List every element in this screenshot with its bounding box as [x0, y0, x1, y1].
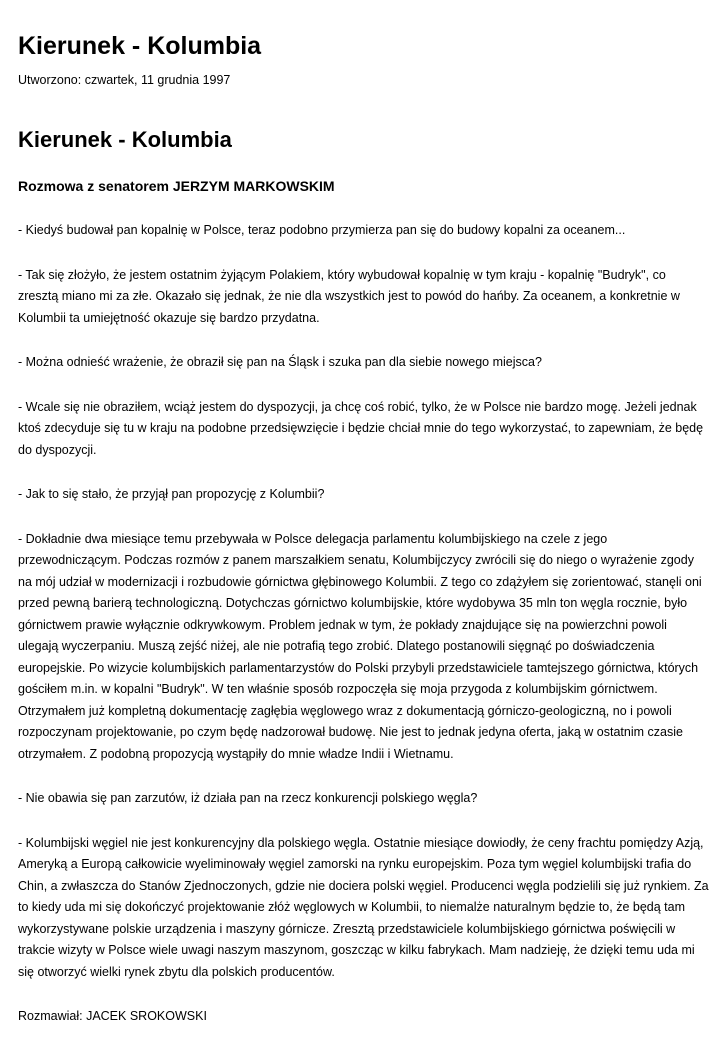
paragraph-question-4: - Nie obawia się pan zarzutów, iż działa pan na rzecz konkurencji polskiego węgla? — [18, 791, 478, 805]
paragraph-question-1: - Kiedyś budował pan kopalnię w Polsce, teraz podobno przymierza pan się do budowy kopalni za oceanem... — [18, 223, 626, 237]
paragraph-question-2: - Można odnieść wrażenie, że obraził się pan na Śląsk i szuka pan dla siebie nowego miejsca? — [18, 355, 542, 369]
article-body — [18, 220, 709, 1051]
paragraph-answer-4: - Kolumbijski węgiel nie jest konkurencyjny dla polskiego węgla. Ostatnie miesiące dowiodły, że ceny frachtu pomiędzy Azją, Ameryką a Europą całkowicie wyeliminowały węgiel zamorski na rynku europejskim. Poza tym węgiel kolumbijski trafia do Chin, a zwłaszcza do Stanów Zjednoczonych, gdzie nie dociera polski węgiel. Producenci węgla podzielili się już rynkiem. Za to kiedy uda mi się dokończyć projektowanie złóż węglowych w Kolumbii, to niemalże naturalnym będzie to, że będą tam wykorzystywane polskie urządzenia i maszyny górnicze. Zresztą przedstawiciele kolumbijskiego górnictwa poświęcili w trakcie wizyty w Polsce wiele uwagi naszym maszynom, goszcząc w kilku fabrykach. Mam nadzieję, że dzięki temu uda mi się otworzyć wielki rynek zbytu dla polskich producentów. — [18, 835, 709, 979]
paragraph-answer-2: - Wcale się nie obraziłem, wciąż jestem do dyspozycji, ja chcę coś robić, tylko, że w Polsce nie bardzo mogę. Jeżeli jednak ktoś zdecyduje się tu w kraju na podobne przedsięwzięcie i będzie chciał mnie do tego wykorzystać, to zapewniam, że będę do dyspozycji. — [18, 399, 704, 457]
page-title: Kierunek - Kolumbia — [18, 32, 262, 60]
article-title: Kierunek - Kolumbia — [18, 127, 232, 152]
article-subtitle: Rozmowa z senatorem JERZYM MARKOWSKIM — [18, 178, 335, 194]
interviewer-credit: Rozmawiał: JACEK SROKOWSKI — [18, 1009, 207, 1023]
paragraph-answer-1: - Tak się złożyło, że jestem ostatnim żyjącym Polakiem, który wybudował kopalnię w tym kraju - kopalnię "Budryk", co zresztą miano mi za złe. Okazało się jednak, że nie dla wszystkich jest to powód do hańby. Za oceanem, a konkretnie w Kolumbii ta umiejętność okazuje się bardzo przydatna. — [18, 267, 680, 325]
paragraph-question-3: - Jak to się stało, że przyjął pan propozycję z Kolumbii? — [18, 487, 325, 501]
paragraph-answer-3: - Dokładnie dwa miesiące temu przebywała w Polsce delegacja parlamentu kolumbijskiego na czele z jego przewodniczącym. Podczas rozmów z panem marszałkiem senatu, Kolumbijczycy zwrócili się do niego o wyrażenie zgody na mój udział w modernizacji i rozbudowie górnictwa głębinowego Kolumbii. Z tego co zdążyłem się zorientować, stanęli oni przed pewną barierą technologiczną. Dotychczas górnictwo kolumbijskie, które wydobywa 35 mln ton węgla rocznie, było górnictwem prawie wyłącznie odkrywkowym. Problem jednak w tym, że pokłady znajdujące się na powierzchni powoli ulegają wyczerpaniu. Muszą zejść niżej, ale nie potrafią tego zrobić. Dlatego postanowili sięgnąć po doświadczenia europejskie. Po wizycie kolumbijskich parlamentarzystów do Polski przybyli przedstawiciele tamtejszego górnictwa, których gościłem m.in. w kopalni "Budryk". W ten właśnie sposób rozpoczęła się moja przygoda z kolumbijskim górnictwem. Otrzymałem już kompletną dokumentację zagłębia węglowego wraz z dokumentacją górniczo-geologiczną, no i powoli rozpoczynam projektowanie, po czym będę nadzorował budowę. Nie jest to jednak jedyna oferta, jaką w ostatnim czasie otrzymałem. Z podobną propozycją wystąpiły do mnie władze Indii i Wietnamu. — [18, 531, 702, 761]
created-date: Utworzono: czwartek, 11 grudnia 1997 — [18, 73, 231, 87]
